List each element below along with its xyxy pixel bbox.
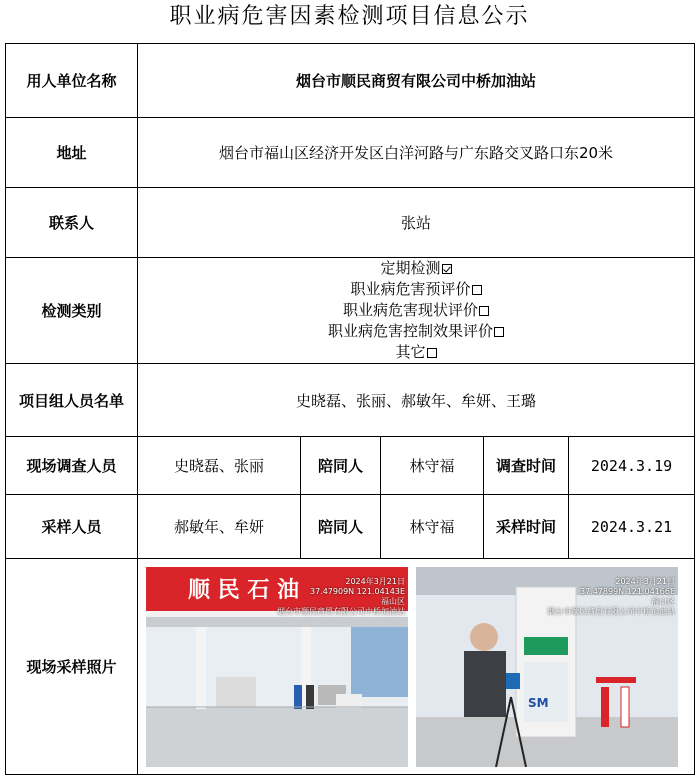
row-sampling bbox=[6, 495, 695, 559]
label-survey-escort: 陪同人 bbox=[301, 437, 381, 495]
label-category: 检测类别 bbox=[6, 258, 138, 364]
label-team: 项目组人员名单 bbox=[6, 364, 138, 437]
value-survey-staff: 史晓磊、张丽 bbox=[138, 437, 301, 495]
value-survey-time: 2024.3.19 bbox=[569, 437, 695, 495]
value-contact: 张站 bbox=[138, 188, 695, 258]
category-options bbox=[138, 258, 695, 364]
value-sampling-escort: 林守福 bbox=[381, 495, 484, 559]
photo-area bbox=[138, 563, 694, 771]
label-survey-time: 调查时间 bbox=[484, 437, 569, 495]
row-photos bbox=[6, 559, 695, 775]
info-table bbox=[5, 43, 695, 775]
sign-text: 顺 民 石 油 bbox=[188, 577, 299, 603]
checkbox-checked-icon bbox=[442, 264, 452, 274]
page-title: 职业病危害因素检测项目信息公示 bbox=[169, 4, 530, 29]
checkbox-empty-icon bbox=[494, 327, 504, 337]
checkbox-empty-icon bbox=[479, 306, 489, 316]
row-category bbox=[6, 258, 695, 364]
checkbox-empty-icon bbox=[427, 348, 437, 358]
label-sampling: 采样人员 bbox=[6, 495, 138, 559]
row-survey bbox=[6, 437, 695, 495]
label-sampling-escort: 陪同人 bbox=[301, 495, 381, 559]
photo2-watermark: 2024年3月21日 37.47899N 121.04166E 福山区 烟台市顺民商贸有限公司中桥加油站 bbox=[547, 576, 675, 616]
value-survey-escort: 林守福 bbox=[381, 437, 484, 495]
photos-cell bbox=[138, 559, 695, 775]
row-company bbox=[6, 44, 695, 118]
value-company: 烟台市顺民商贸有限公司中桥加油站 bbox=[138, 44, 695, 118]
value-team: 史晓磊、张丽、郝敏年、牟妍、王璐 bbox=[138, 364, 695, 437]
label-address: 地址 bbox=[6, 118, 138, 188]
photo1-watermark: 2024年3月21日 37.47909N 121.04143E 福山区 烟台市顺民商贸有限公司中桥加油站 bbox=[277, 576, 405, 616]
checkbox-empty-icon bbox=[472, 285, 482, 295]
label-survey: 现场调查人员 bbox=[6, 437, 138, 495]
row-address bbox=[6, 118, 695, 188]
label-company: 用人单位名称 bbox=[6, 44, 138, 118]
value-address: 烟台市福山区经济开发区白洋河路与广东路交叉路口东20米 bbox=[138, 118, 695, 188]
row-contact bbox=[6, 188, 695, 258]
row-team bbox=[6, 364, 695, 437]
photo-sampling-pump bbox=[416, 567, 678, 767]
value-sampling-time: 2024.3.21 bbox=[569, 495, 695, 559]
label-photos: 现场采样照片 bbox=[6, 559, 138, 775]
photo-station-front bbox=[146, 567, 408, 767]
option-other: 其它 bbox=[142, 342, 690, 363]
option-periodic: 定期检测 bbox=[142, 258, 690, 279]
option-pre-evaluation: 职业病危害预评价 bbox=[142, 279, 690, 300]
value-sampling-staff: 郝敏年、牟妍 bbox=[138, 495, 301, 559]
label-contact: 联系人 bbox=[6, 188, 138, 258]
option-control-evaluation: 职业病危害控制效果评价 bbox=[142, 321, 690, 342]
label-sampling-time: 采样时间 bbox=[484, 495, 569, 559]
pump-logo: SM bbox=[528, 695, 549, 710]
option-status-evaluation: 职业病危害现状评价 bbox=[142, 300, 690, 321]
